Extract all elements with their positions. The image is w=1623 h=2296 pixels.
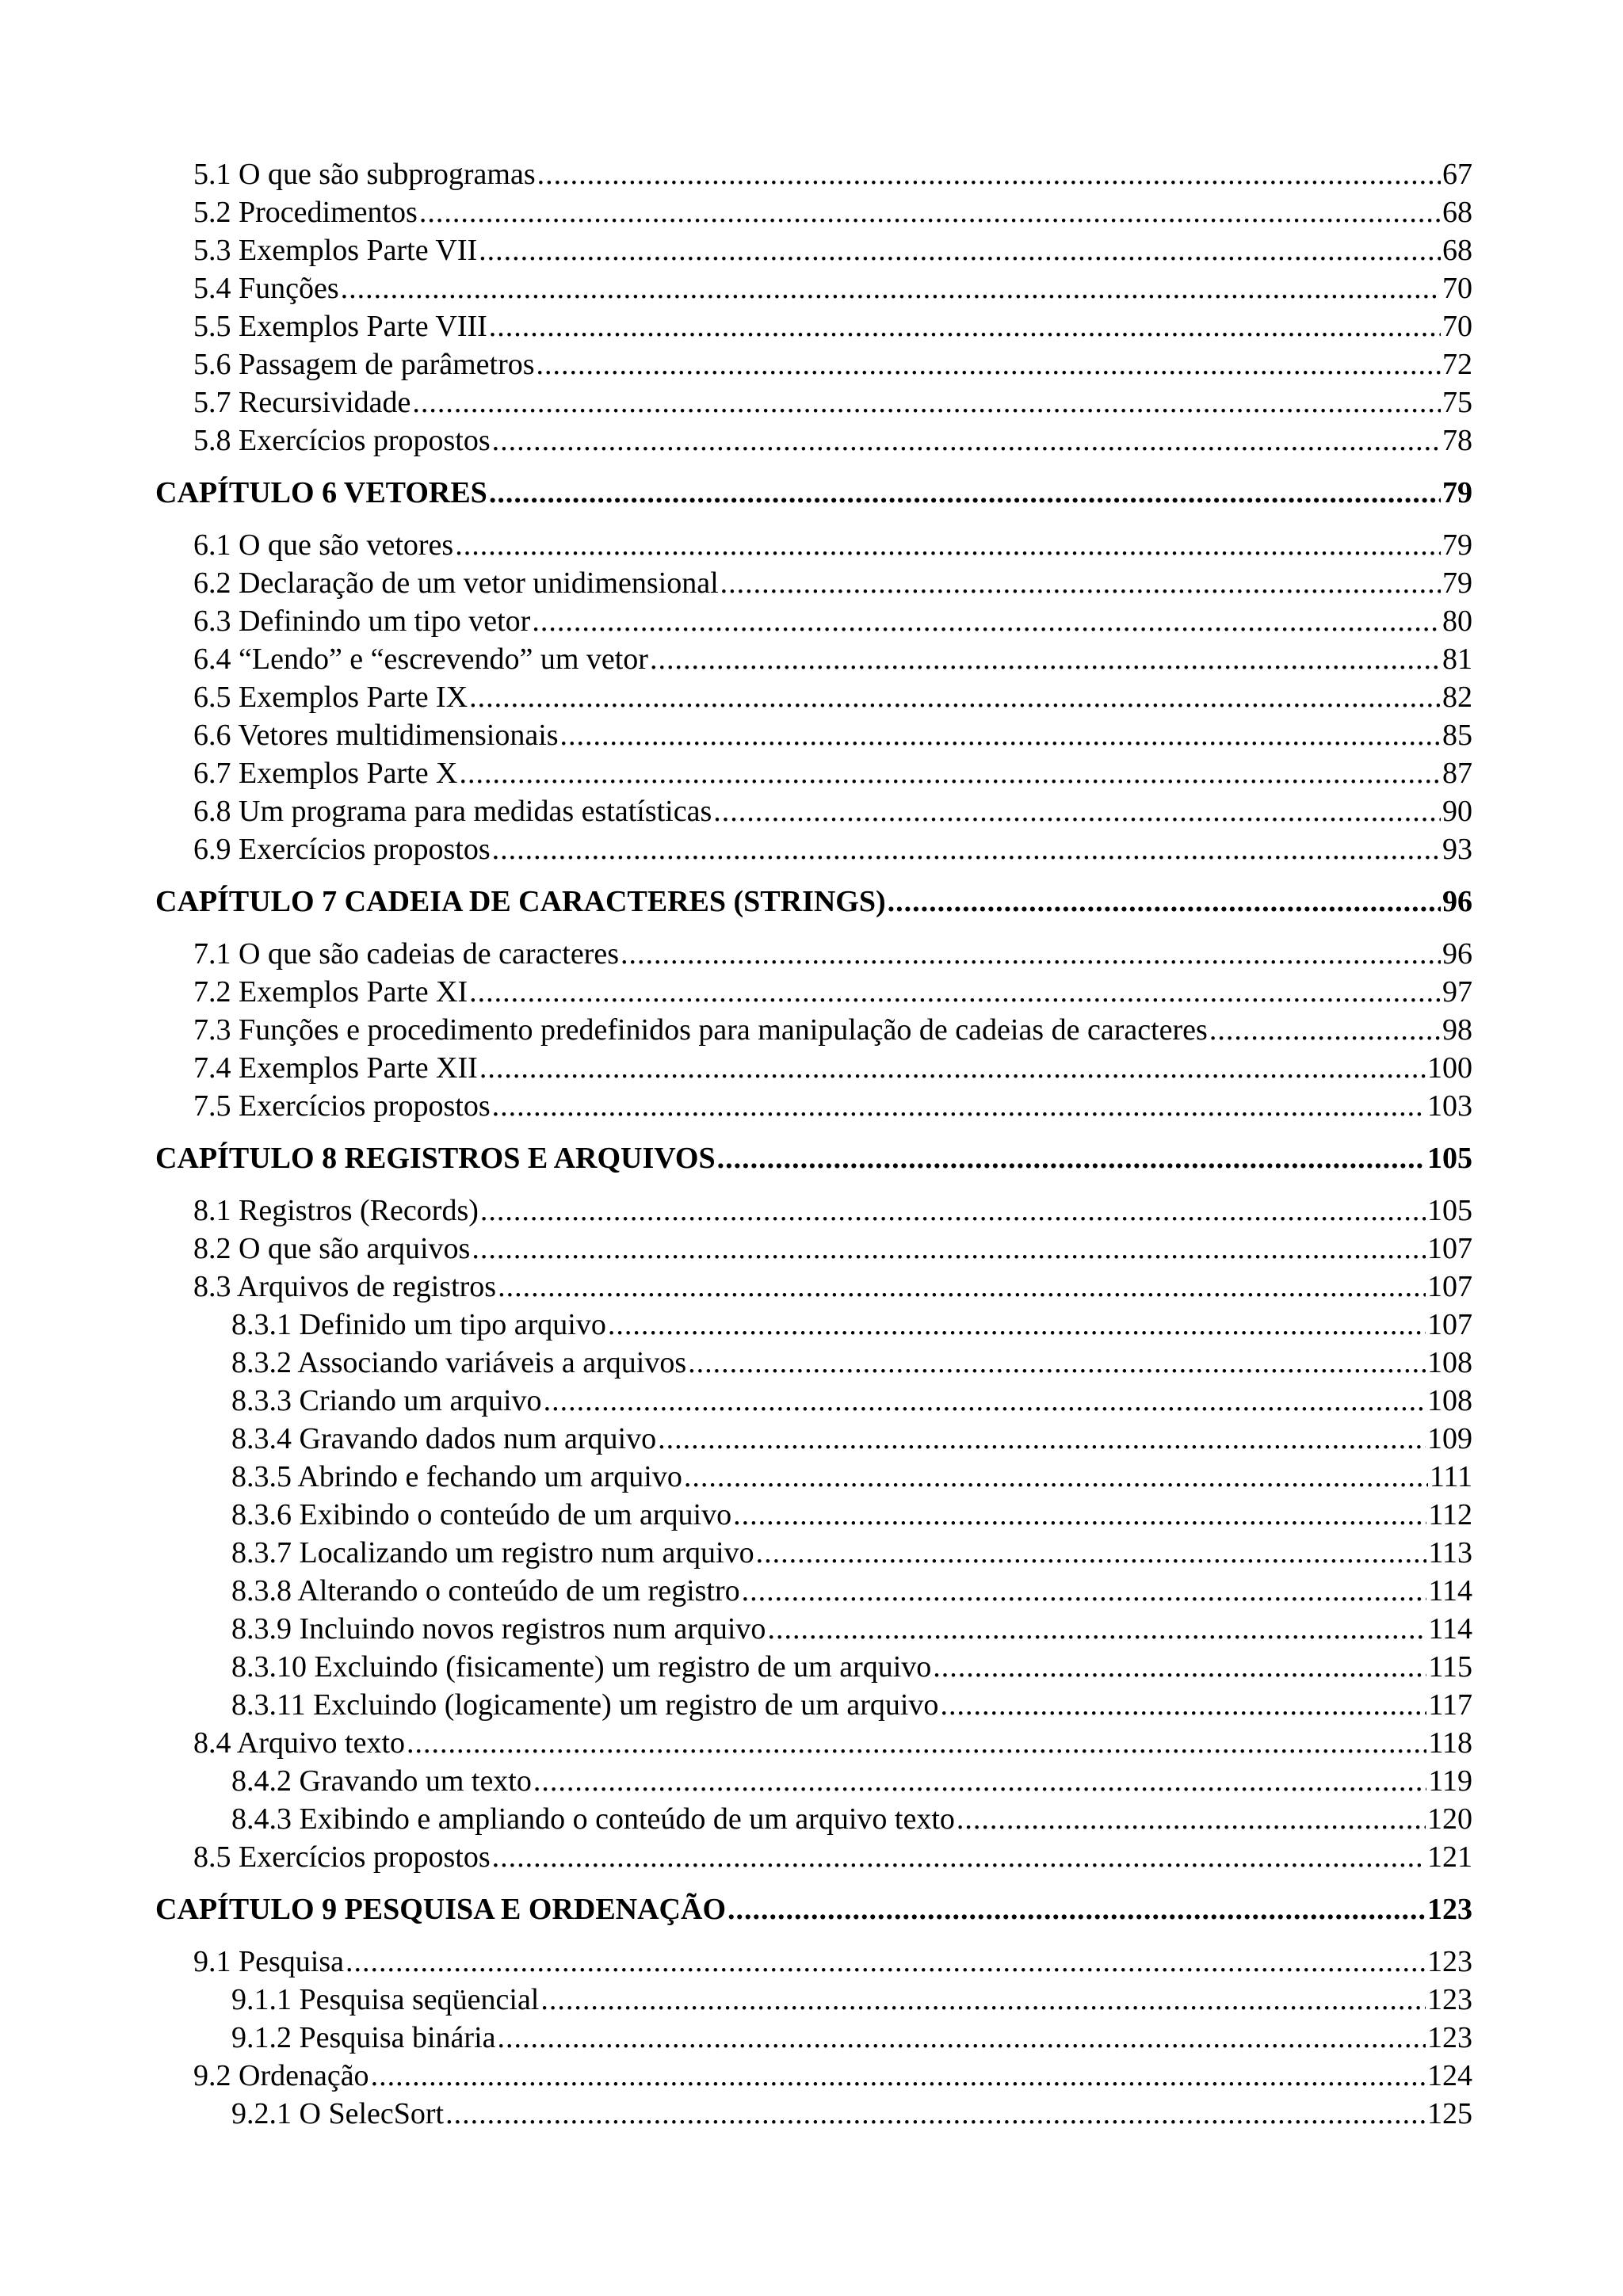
toc-entry-title: 8.3.10 Excluindo (fisicamente) um registro de um arquivo [231,1650,932,1684]
toc-dot-leader [684,1458,1428,1496]
toc-entry-page-number: 70 [1442,310,1472,343]
toc-entry-title: 5.7 Recursividade [193,386,411,419]
toc-entry [155,1268,1472,1306]
toc-dot-leader [498,1268,1426,1306]
toc-dot-leader [742,1572,1427,1610]
toc-entry-page-number: 109 [1427,1422,1472,1455]
toc-entry-title: 5.2 Procedimentos [193,196,418,229]
toc-entry [155,1458,1472,1496]
toc-entry-title: 7.3 Funções e procedimento predefinidos para manipulação de cadeias de caracteres [193,1013,1208,1047]
toc-entry [155,1610,1472,1648]
toc-entry [155,269,1472,307]
toc-entry-title: 6.8 Um programa para medidas estatísticas [193,795,712,828]
toc-entry-title: 8.4.3 Exibindo e ampliando o conteúdo de um arquivo texto [231,1802,955,1836]
toc-entry-title: 8.3.6 Exibindo o conteúdo de um arquivo [231,1498,732,1531]
toc-entry-page-number: 72 [1442,348,1472,381]
toc-dot-leader [460,754,1441,792]
toc-entry-page-number: 117 [1428,1688,1472,1722]
toc-entry [155,231,1472,269]
toc-entry-page-number: 79 [1442,566,1472,600]
toc-entry [155,1534,1472,1572]
toc-dot-leader [469,973,1441,1011]
toc-dot-leader [727,1890,1426,1928]
toc-dot-leader [957,1800,1426,1838]
toc-entry [155,2095,1472,2133]
toc-chapter-entry [155,1890,1472,1928]
toc-dot-leader [480,1192,1426,1230]
toc-dot-leader [756,1534,1427,1572]
toc-entry-page-number: 96 [1442,885,1472,918]
toc-dot-leader [717,1139,1426,1177]
toc-entry-title: 8.3.4 Gravando dados num arquivo [231,1422,657,1455]
toc-entry-title: 6.4 “Lendo” e “escrevendo” um vetor [193,643,648,676]
toc-dot-leader [346,1943,1426,1981]
toc-entry [155,155,1472,193]
toc-entry-title: 5.1 O que são subprogramas [193,158,536,191]
toc-entry [155,754,1472,792]
toc-entry-page-number: 123 [1427,2021,1472,2054]
toc-entry [155,193,1472,231]
toc-entry-page-number: 108 [1427,1346,1472,1379]
toc-entry-title: 6.7 Exemplos Parte X [193,757,458,790]
toc-entry-title: 6.5 Exemplos Parte IX [193,681,468,714]
toc-dot-leader [479,1049,1426,1087]
toc-entry-page-number: 98 [1442,1013,1472,1047]
toc-entry-title: 5.8 Exercícios propostos [193,424,491,457]
toc-entry-page-number: 119 [1428,1764,1472,1798]
toc-dot-leader [540,1981,1426,2019]
toc-entry-title: 8.1 Registros (Records) [193,1194,479,1227]
toc-entry-title: 7.5 Exercícios propostos [193,1089,491,1123]
toc-entry [155,1762,1472,1800]
toc-chapter-entry [155,883,1472,921]
toc-entry [155,1943,1472,1981]
toc-dot-leader [455,526,1441,564]
toc-entry-title: 6.9 Exercícios propostos [193,833,491,866]
toc-entry-page-number: 121 [1427,1840,1472,1874]
toc-entry-page-number: 124 [1427,2059,1472,2092]
toc-entry [155,526,1472,564]
toc-entry-title: 7.4 Exemplos Parte XII [193,1051,478,1085]
toc-entry [155,1087,1472,1125]
toc-entry [155,640,1472,678]
toc-entry-title: CAPÍTULO 9 PESQUISA E ORDENAÇÃO [155,1893,726,1926]
toc-entry-page-number: 107 [1427,1270,1472,1303]
toc-entry-page-number: 68 [1442,234,1472,267]
toc-dot-leader [412,383,1441,421]
toc-entry [155,1648,1472,1686]
toc-entry-title: 8.3.9 Incluindo novos registros num arquivo [231,1612,766,1646]
toc-entry-page-number: 97 [1442,975,1472,1009]
toc-entry-title: 8.3.1 Definido um tipo arquivo [231,1308,606,1341]
toc-entry-page-number: 80 [1442,605,1472,638]
toc-entry [155,1420,1472,1458]
toc-dot-leader [469,678,1441,716]
toc-dot-leader [492,1087,1426,1125]
toc-entry-page-number: 120 [1427,1802,1472,1836]
toc-dot-leader [537,345,1441,383]
toc-entry [155,2057,1472,2095]
toc-entry-page-number: 93 [1442,833,1472,866]
toc-entry [155,1572,1472,1610]
toc-entry [155,1049,1472,1087]
toc-dot-leader [560,716,1441,754]
toc-chapter-entry [155,1139,1472,1177]
toc-dot-leader [544,1382,1426,1420]
toc-dot-leader [489,474,1441,512]
toc-entry-title: 8.3.11 Excluindo (logicamente) um registro de um arquivo [231,1688,939,1722]
toc-entry-title: 8.3.5 Abrindo e fechando um arquivo [231,1460,682,1493]
toc-dot-leader [492,1838,1426,1876]
toc-entry [155,1496,1472,1534]
toc-dot-leader [407,1724,1426,1762]
toc-entry-title: 8.3.3 Criando um arquivo [231,1384,542,1417]
toc-entry-title: CAPÍTULO 8 REGISTROS E ARQUIVOS [155,1142,716,1175]
toc-entry-page-number: 87 [1442,757,1472,790]
toc-entry [155,421,1472,460]
toc-dot-leader [532,602,1441,640]
toc-dot-leader [498,2019,1426,2057]
toc-entry-page-number: 107 [1427,1308,1472,1341]
toc-entry-page-number: 105 [1427,1142,1472,1175]
toc-dot-leader [489,307,1441,345]
toc-entry-page-number: 123 [1427,1983,1472,2016]
toc-entry-page-number: 85 [1442,719,1472,752]
toc-dot-leader [933,1648,1426,1686]
toc-entry-page-number: 81 [1442,643,1472,676]
toc-entry-page-number: 100 [1427,1051,1472,1085]
toc-entry [155,564,1472,602]
toc-entry-title: 8.3 Arquivos de registros [193,1270,497,1303]
toc-entry-page-number: 96 [1442,937,1472,971]
toc-dot-leader [621,935,1441,973]
toc-dot-leader [537,155,1441,193]
toc-entry [155,1838,1472,1876]
toc-entry-page-number: 75 [1442,386,1472,419]
toc-entry-title: 6.3 Definindo um tipo vetor [193,605,531,638]
toc-entry-page-number: 70 [1442,272,1472,305]
toc-dot-leader [341,269,1441,307]
toc-entry-title: 8.4.2 Gravando um texto [231,1764,532,1798]
toc-dot-leader [720,564,1441,602]
toc-entry-title: 6.6 Vetores multidimensionais [193,719,559,752]
toc-entry [155,345,1472,383]
toc-entry-title: CAPÍTULO 7 CADEIA DE CARACTERES (STRINGS) [155,885,886,918]
toc-entry-page-number: 79 [1442,476,1472,509]
toc-entry-page-number: 113 [1428,1536,1472,1569]
toc-entry [155,678,1472,716]
toc-entry [155,383,1472,421]
toc-entry-title: 7.1 O que são cadeias de caracteres [193,937,619,971]
toc-dot-leader [492,830,1441,868]
toc-entry-page-number: 123 [1427,1945,1472,1978]
toc-entry [155,792,1472,830]
toc-entry-page-number: 114 [1428,1574,1472,1608]
toc-entry-page-number: 103 [1427,1089,1472,1123]
toc-dot-leader [492,421,1441,460]
toc-dot-leader [1209,1011,1441,1049]
toc-entry [155,1230,1472,1268]
toc-chapter-entry [155,474,1472,512]
toc-entry-title: 8.3.8 Alterando o conteúdo de um registro [231,1574,740,1608]
toc-dot-leader [608,1306,1426,1344]
toc-entry-page-number: 114 [1428,1612,1472,1646]
toc-entry-title: 8.3.2 Associando variáveis a arquivos [231,1346,687,1379]
toc-entry-title: 9.1 Pesquisa [193,1945,344,1978]
toc-dot-leader [472,1230,1426,1268]
toc-entry-page-number: 112 [1428,1498,1472,1531]
toc-entry-title: 8.4 Arquivo texto [193,1726,406,1760]
toc-entry [155,1724,1472,1762]
toc-dot-leader [479,231,1441,269]
toc-entry-page-number: 115 [1428,1650,1472,1684]
toc-entry-page-number: 67 [1442,158,1472,191]
toc-entry [155,830,1472,868]
toc-entry-page-number: 68 [1442,196,1472,229]
toc-entry-title: 9.1.2 Pesquisa binária [231,2021,496,2054]
toc-entry [155,1686,1472,1724]
toc-entry [155,1011,1472,1049]
toc-entry [155,1981,1472,2019]
table-of-contents [155,155,1472,2133]
toc-entry [155,973,1472,1011]
toc-entry [155,716,1472,754]
toc-entry-title: CAPÍTULO 6 VETORES [155,476,487,509]
toc-entry [155,1382,1472,1420]
toc-dot-leader [767,1610,1426,1648]
toc-entry-title: 6.1 O que são vetores [193,528,454,562]
toc-entry-page-number: 118 [1428,1726,1472,1760]
toc-entry [155,1192,1472,1230]
toc-entry-title: 9.2 Ordenação [193,2059,369,2092]
toc-entry-title: 5.3 Exemplos Parte VII [193,234,478,267]
toc-entry [155,935,1472,973]
toc-entry-title: 6.2 Declaração de um vetor unidimensional [193,566,719,600]
toc-entry-title: 5.5 Exemplos Parte VIII [193,310,487,343]
toc-entry-page-number: 107 [1427,1232,1472,1265]
toc-dot-leader [658,1420,1426,1458]
toc-entry-title: 7.2 Exemplos Parte XI [193,975,468,1009]
toc-entry-page-number: 108 [1427,1384,1472,1417]
toc-dot-leader [533,1762,1427,1800]
toc-dot-leader [371,2057,1426,2095]
toc-dot-leader [713,792,1441,830]
toc-entry-page-number: 125 [1427,2097,1472,2130]
toc-dot-leader [650,640,1441,678]
toc-entry [155,307,1472,345]
toc-entry-title: 5.4 Funções [193,272,339,305]
toc-dot-leader [940,1686,1426,1724]
toc-entry [155,2019,1472,2057]
toc-entry-page-number: 123 [1427,1893,1472,1926]
toc-entry-page-number: 90 [1442,795,1472,828]
toc-entry-page-number: 111 [1429,1460,1472,1493]
toc-dot-leader [688,1344,1426,1382]
toc-dot-leader [888,883,1441,921]
toc-entry-page-number: 82 [1442,681,1472,714]
toc-entry-title: 5.6 Passagem de parâmetros [193,348,535,381]
toc-entry-title: 8.5 Exercícios propostos [193,1840,491,1874]
toc-entry-page-number: 105 [1427,1194,1472,1227]
toc-entry-page-number: 78 [1442,424,1472,457]
toc-entry-title: 8.3.7 Localizando um registro num arquivo [231,1536,754,1569]
toc-dot-leader [419,193,1441,231]
toc-entry-page-number: 79 [1442,528,1472,562]
toc-dot-leader [445,2095,1426,2133]
toc-entry [155,1306,1472,1344]
toc-entry-title: 9.2.1 O SelecSort [231,2097,445,2130]
toc-entry [155,1800,1472,1838]
toc-entry-title: 8.2 O que são arquivos [193,1232,471,1265]
toc-dot-leader [733,1496,1426,1534]
toc-entry [155,1344,1472,1382]
toc-entry [155,602,1472,640]
toc-entry-title: 9.1.1 Pesquisa seqüencial [231,1983,540,2016]
